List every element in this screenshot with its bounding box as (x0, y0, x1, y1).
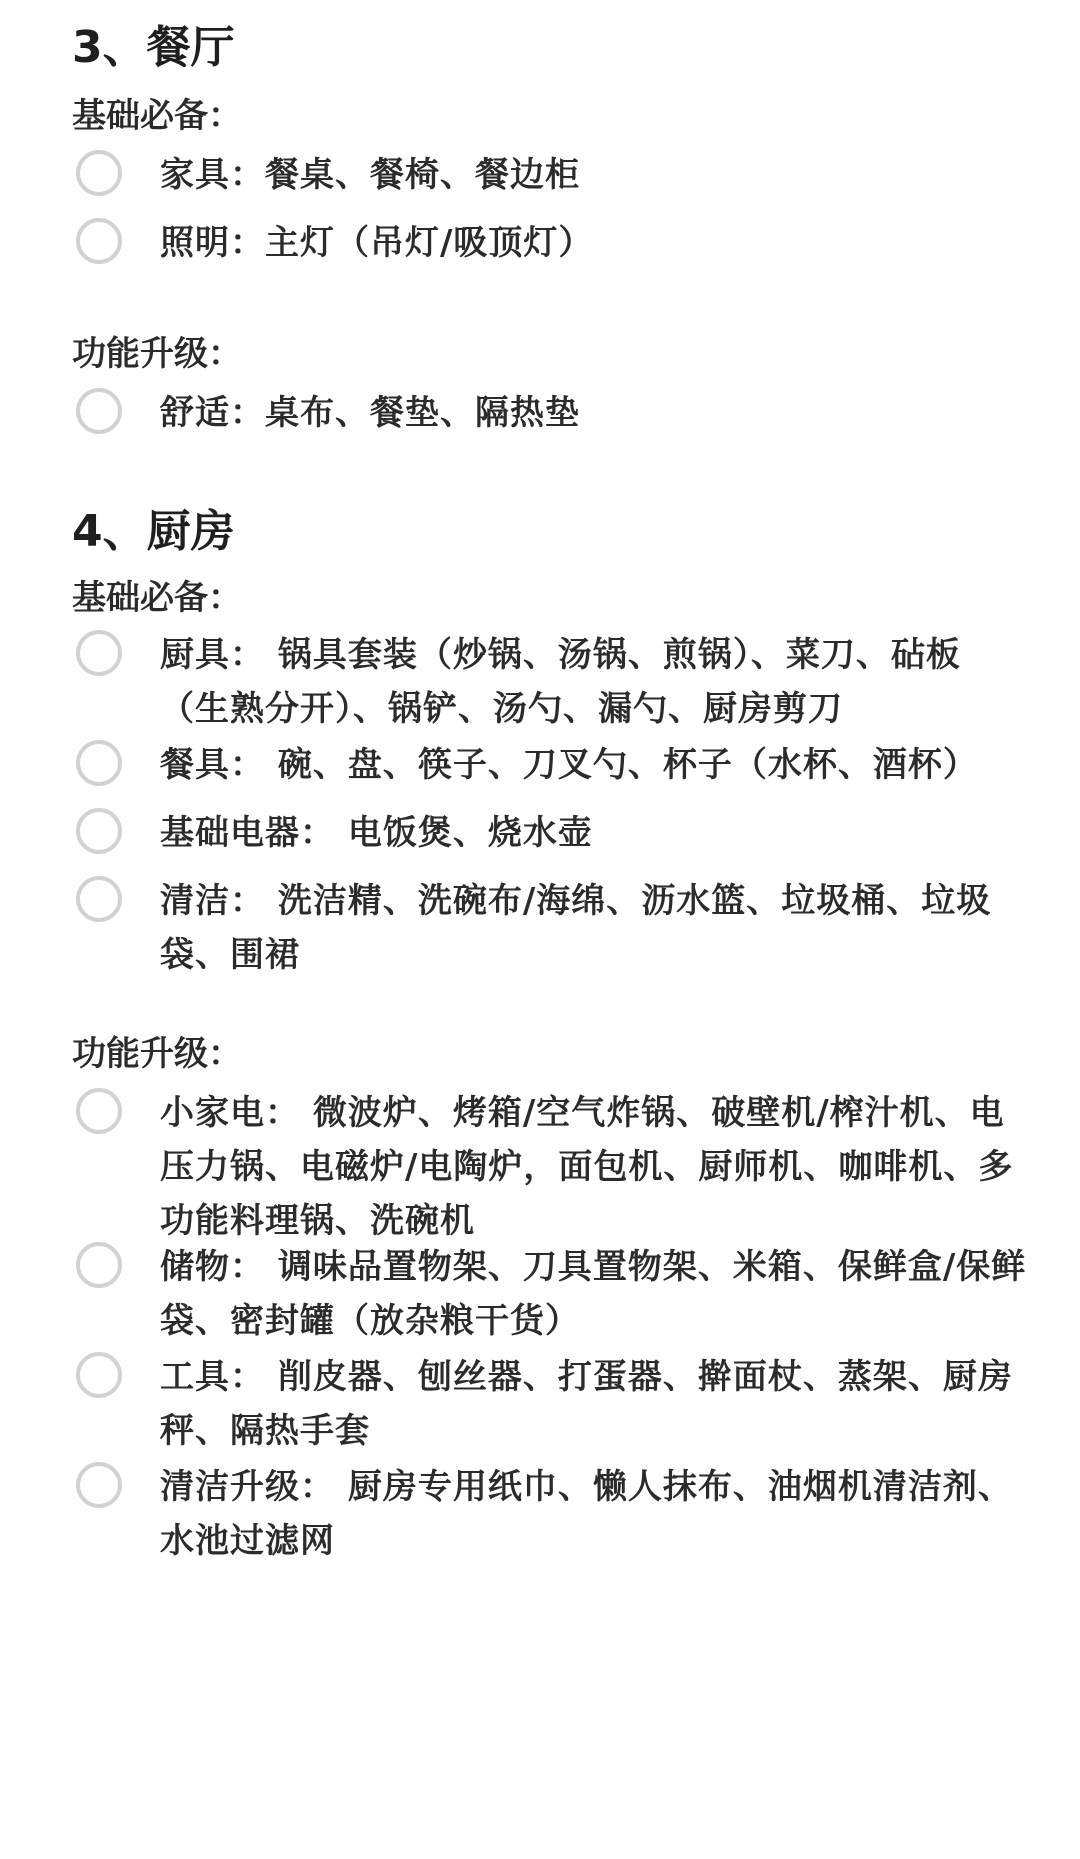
item-text: 储物： 调味品置物架、刀具置物架、米箱、保鲜盒/保鲜袋、密封罐（放杂粮干货） (160, 1247, 1027, 1341)
checkbox-circle[interactable] (76, 1242, 122, 1288)
checkbox-circle[interactable] (76, 1088, 122, 1134)
checkbox-circle[interactable] (76, 150, 122, 196)
checkbox-circle[interactable] (76, 218, 122, 264)
checkbox-circle[interactable] (76, 1352, 122, 1398)
checkbox-circle[interactable] (76, 740, 122, 786)
item-text: 照明：主灯（吊灯/吸顶灯） (160, 223, 594, 263)
group-label-upgrade: 功能升级： (72, 334, 242, 374)
section-title-dining: 3、餐厅 (72, 22, 235, 73)
item-text: 基础电器： 电饭煲、烧水壶 (160, 813, 593, 853)
checkbox-circle[interactable] (76, 876, 122, 922)
checkbox-circle[interactable] (76, 630, 122, 676)
group-label-upgrade: 功能升级： (72, 1034, 242, 1074)
item-text: 小家电： 微波炉、烤箱/空气炸锅、破壁机/榨汁机、电压力锅、电磁炉/电陶炉，面包机、厨师机、咖啡机、多功能料理锅、洗碗机 (160, 1093, 1014, 1241)
item-text: 舒适：桌布、餐垫、隔热垫 (160, 393, 580, 433)
group-label-basic: 基础必备： (72, 96, 242, 136)
item-text: 清洁升级： 厨房专用纸巾、懒人抹布、油烟机清洁剂、水池过滤网 (160, 1467, 1013, 1561)
item-text: 工具： 削皮器、刨丝器、打蛋器、擀面杖、蒸架、厨房秤、隔热手套 (160, 1357, 1013, 1451)
item-text: 清洁： 洗洁精、洗碗布/海绵、沥水篮、垃圾桶、垃圾袋、围裙 (160, 881, 992, 975)
checkbox-circle[interactable] (76, 1462, 122, 1508)
checkbox-circle[interactable] (76, 388, 122, 434)
item-text: 家具：餐桌、餐椅、餐边柜 (160, 155, 580, 195)
checkbox-circle[interactable] (76, 808, 122, 854)
item-text: 餐具： 碗、盘、筷子、刀叉勺、杯子（水杯、酒杯） (160, 745, 978, 785)
section-title-kitchen: 4、厨房 (72, 506, 235, 557)
item-text: 厨具： 锅具套装（炒锅、汤锅、煎锅）、菜刀、砧板（生熟分开）、锅铲、汤勺、漏勺、厨房剪刀 (160, 635, 961, 729)
group-label-basic: 基础必备： (72, 578, 242, 618)
